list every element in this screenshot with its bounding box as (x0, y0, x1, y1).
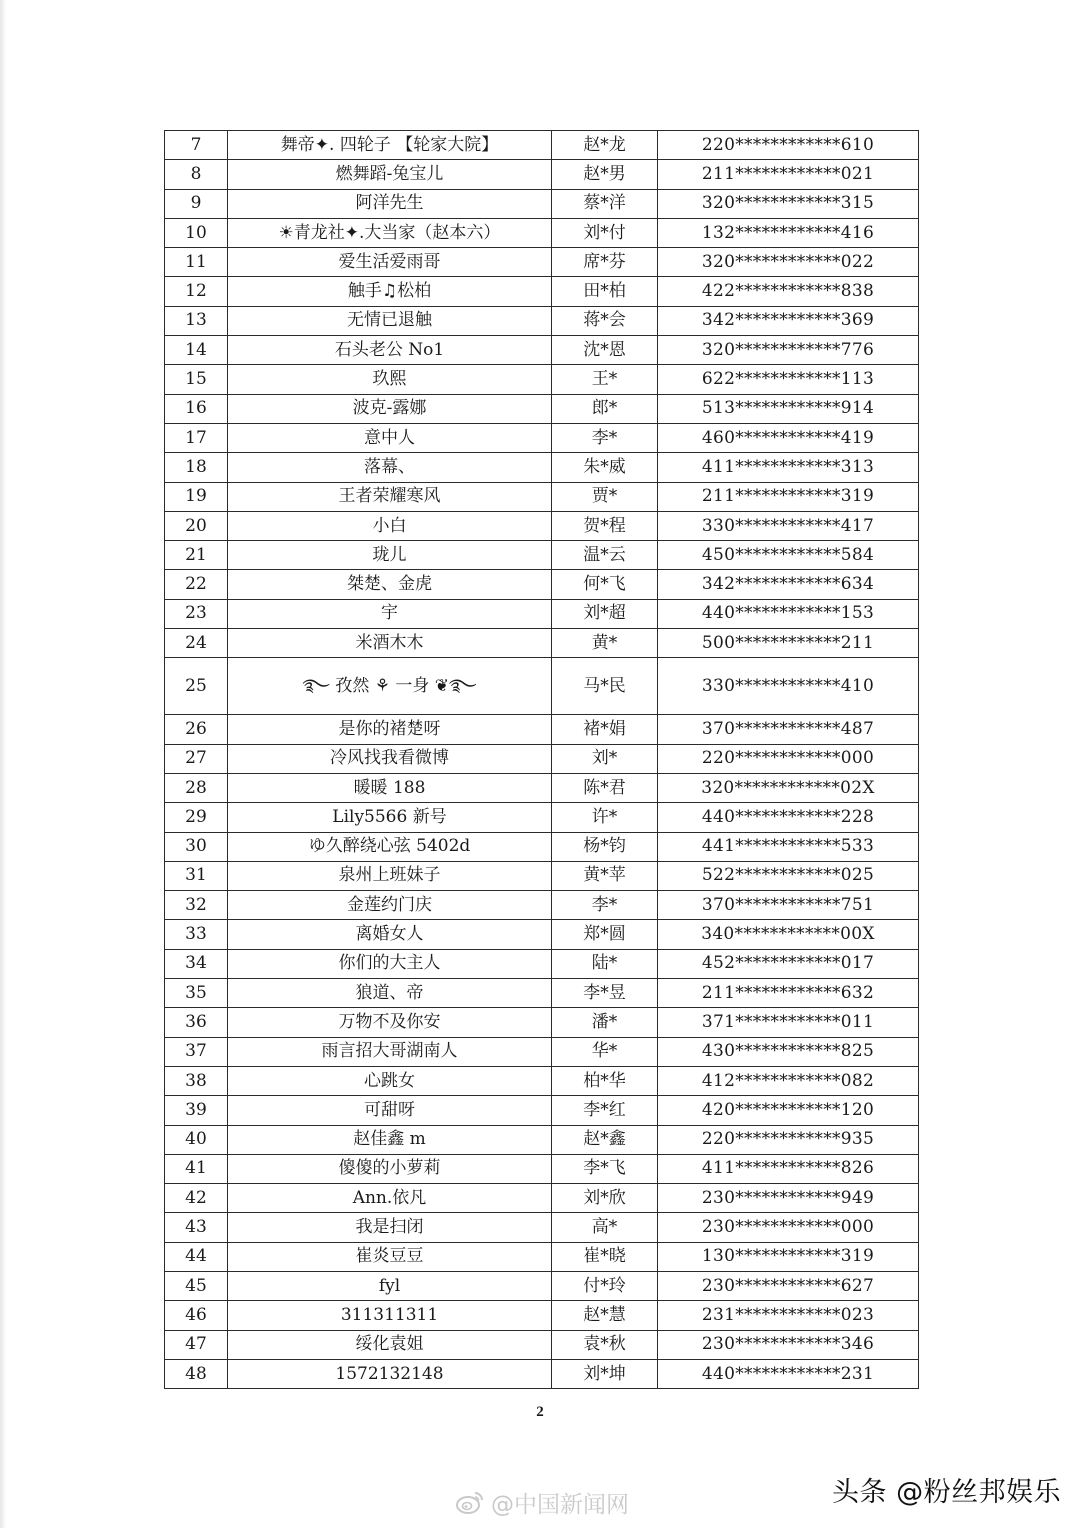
cell-name: 刘*坤 (552, 1359, 658, 1388)
cell-name: 赵*龙 (552, 131, 658, 160)
cell-name: 黄*苹 (552, 861, 658, 890)
table-row (165, 1359, 919, 1388)
cell-number: 45 (165, 1271, 228, 1300)
cell-name: 潘* (552, 1008, 658, 1037)
cell-number: 21 (165, 541, 228, 570)
cell-nickname: 离婚女人 (228, 920, 552, 949)
cell-id-number: 440************228 (658, 803, 919, 832)
cell-name: 蒋*会 (552, 306, 658, 335)
cell-number: 7 (165, 131, 228, 160)
cell-nickname: 落幕、 (228, 453, 552, 482)
cell-id-number: 371************011 (658, 1008, 919, 1037)
cell-name: 杨*钧 (552, 832, 658, 861)
table-row (165, 1271, 919, 1300)
cell-number: 30 (165, 832, 228, 861)
cell-number: 27 (165, 744, 228, 773)
cell-name: 温*云 (552, 541, 658, 570)
watermark-author: 头条 @粉丝邦娱乐 (832, 1477, 1062, 1508)
cell-nickname: 金莲约门庆 (228, 891, 552, 920)
cell-id-number: 220************610 (658, 131, 919, 160)
cell-nickname: Ann.依凡 (228, 1184, 552, 1213)
cell-number: 44 (165, 1242, 228, 1271)
table-row (165, 511, 919, 540)
cell-number: 38 (165, 1066, 228, 1095)
table-row (165, 248, 919, 277)
cell-id-number: 320************02X (658, 773, 919, 802)
table-row (165, 160, 919, 189)
cell-nickname: 玖熙 (228, 365, 552, 394)
cell-nickname: 是你的褚楚呀 (228, 715, 552, 744)
table-row (165, 1213, 919, 1242)
cell-id-number: 330************410 (658, 658, 919, 715)
cell-name: 贺*程 (552, 511, 658, 540)
cell-id-number: 320************022 (658, 248, 919, 277)
table-row (165, 1037, 919, 1066)
page-edge-shadow (0, 0, 6, 1528)
cell-nickname: 阿洋先生 (228, 189, 552, 218)
cell-id-number: 230************627 (658, 1271, 919, 1300)
cell-name: 王* (552, 365, 658, 394)
cell-nickname: 暖暖 188 (228, 773, 552, 802)
table-row (165, 453, 919, 482)
cell-name: 李*昱 (552, 979, 658, 1008)
cell-id-number: 420************120 (658, 1096, 919, 1125)
cell-id-number: 130************319 (658, 1242, 919, 1271)
cell-name: 刘*超 (552, 599, 658, 628)
cell-id-number: 230************000 (658, 1213, 919, 1242)
cell-nickname: 赵佳鑫 m (228, 1125, 552, 1154)
cell-id-number: 370************487 (658, 715, 919, 744)
cell-id-number: 230************949 (658, 1184, 919, 1213)
watermark-source (455, 1486, 629, 1518)
cell-id-number: 513************914 (658, 394, 919, 423)
table-row (165, 1242, 919, 1271)
cell-number: 47 (165, 1330, 228, 1359)
cell-nickname: 傻傻的小萝莉 (228, 1154, 552, 1183)
cell-id-number: 460************419 (658, 423, 919, 452)
cell-nickname: 宇 (228, 599, 552, 628)
cell-name: 崔*晓 (552, 1242, 658, 1271)
cell-number: 31 (165, 861, 228, 890)
cell-nickname: 雨言招大哥湖南人 (228, 1037, 552, 1066)
cell-nickname: 王者荣耀寒风 (228, 482, 552, 511)
table-row (165, 423, 919, 452)
table-row (165, 773, 919, 802)
cell-nickname: ☀青龙社✦.大当家（赵本六） (228, 218, 552, 247)
cell-number: 22 (165, 570, 228, 599)
cell-number: 32 (165, 891, 228, 920)
table-row (165, 1330, 919, 1359)
table-row (165, 306, 919, 335)
table-row (165, 744, 919, 773)
table-row (165, 541, 919, 570)
cell-number: 35 (165, 979, 228, 1008)
cell-id-number: 440************231 (658, 1359, 919, 1388)
cell-id-number: 450************584 (658, 541, 919, 570)
cell-nickname: 1572132148 (228, 1359, 552, 1388)
cell-name: 席*芬 (552, 248, 658, 277)
table-row (165, 629, 919, 658)
cell-nickname: 冷风找我看微博 (228, 744, 552, 773)
cell-number: 9 (165, 189, 228, 218)
cell-nickname: 珑儿 (228, 541, 552, 570)
cell-name: 郎* (552, 394, 658, 423)
cell-id-number: 622************113 (658, 365, 919, 394)
table-row (165, 482, 919, 511)
table-row (165, 365, 919, 394)
cell-id-number: 342************369 (658, 306, 919, 335)
cell-id-number: 211************319 (658, 482, 919, 511)
cell-id-number: 220************935 (658, 1125, 919, 1154)
cell-number: 12 (165, 277, 228, 306)
cell-number: 33 (165, 920, 228, 949)
cell-nickname: ࿐ 孜然 ⚘ 一身 ❦࿐ (228, 658, 552, 715)
cell-name: 陆* (552, 949, 658, 978)
cell-nickname: 小白 (228, 511, 552, 540)
cell-number: 19 (165, 482, 228, 511)
table-row (165, 570, 919, 599)
cell-number: 23 (165, 599, 228, 628)
cell-number: 46 (165, 1301, 228, 1330)
cell-nickname: 舞帝✦. 四轮子 【轮家大院】 (228, 131, 552, 160)
roster-table (164, 130, 919, 1389)
cell-id-number: 370************751 (658, 891, 919, 920)
cell-name: 褚*娟 (552, 715, 658, 744)
cell-nickname: 意中人 (228, 423, 552, 452)
cell-nickname: 燃舞蹈-兔宝儿 (228, 160, 552, 189)
table-row (165, 1066, 919, 1095)
cell-name: 李*飞 (552, 1154, 658, 1183)
cell-name: 付*玲 (552, 1271, 658, 1300)
cell-nickname: 爱生活爱雨哥 (228, 248, 552, 277)
table-row (165, 1184, 919, 1213)
cell-nickname: 你们的大主人 (228, 949, 552, 978)
cell-number: 14 (165, 336, 228, 365)
cell-name: 柏*华 (552, 1066, 658, 1095)
table-row (165, 920, 919, 949)
cell-nickname: 桀楚、金虎 (228, 570, 552, 599)
cell-number: 20 (165, 511, 228, 540)
cell-id-number: 132************416 (658, 218, 919, 247)
cell-name: 袁*秋 (552, 1330, 658, 1359)
cell-name: 沈*恩 (552, 336, 658, 365)
cell-name: 赵*鑫 (552, 1125, 658, 1154)
table-row (165, 218, 919, 247)
cell-id-number: 320************315 (658, 189, 919, 218)
cell-name: 陈*君 (552, 773, 658, 802)
cell-nickname: 狼道、帝 (228, 979, 552, 1008)
cell-name: 李*红 (552, 1096, 658, 1125)
table-row (165, 189, 919, 218)
cell-number: 10 (165, 218, 228, 247)
cell-name: 刘*欣 (552, 1184, 658, 1213)
cell-name: 许* (552, 803, 658, 832)
cell-number: 42 (165, 1184, 228, 1213)
cell-number: 15 (165, 365, 228, 394)
cell-id-number: 522************025 (658, 861, 919, 890)
table-row (165, 949, 919, 978)
table-row (165, 599, 919, 628)
table-row (165, 715, 919, 744)
table-row (165, 1096, 919, 1125)
cell-nickname: 无情已退触 (228, 306, 552, 335)
cell-nickname: 触手♫松柏 (228, 277, 552, 306)
table-row (165, 832, 919, 861)
cell-number: 18 (165, 453, 228, 482)
cell-id-number: 211************632 (658, 979, 919, 1008)
cell-name: 田*柏 (552, 277, 658, 306)
cell-name: 贾* (552, 482, 658, 511)
table-row (165, 891, 919, 920)
cell-number: 40 (165, 1125, 228, 1154)
cell-number: 39 (165, 1096, 228, 1125)
cell-id-number: 320************776 (658, 336, 919, 365)
table-row (165, 336, 919, 365)
cell-number: 17 (165, 423, 228, 452)
cell-nickname: 崔炎豆豆 (228, 1242, 552, 1271)
cell-id-number: 412************082 (658, 1066, 919, 1095)
cell-number: 48 (165, 1359, 228, 1388)
cell-id-number: 422************838 (658, 277, 919, 306)
cell-nickname: 311311311 (228, 1301, 552, 1330)
cell-name: 朱*威 (552, 453, 658, 482)
roster-table-body (165, 131, 919, 1389)
cell-nickname: 石头老公 No1 (228, 336, 552, 365)
cell-id-number: 441************533 (658, 832, 919, 861)
cell-id-number: 230************346 (658, 1330, 919, 1359)
table-row (165, 861, 919, 890)
cell-number: 43 (165, 1213, 228, 1242)
table-row (165, 658, 919, 715)
table-row (165, 131, 919, 160)
cell-id-number: 430************825 (658, 1037, 919, 1066)
cell-number: 24 (165, 629, 228, 658)
cell-name: 刘* (552, 744, 658, 773)
cell-number: 8 (165, 160, 228, 189)
cell-name: 刘*付 (552, 218, 658, 247)
table-row (165, 1008, 919, 1037)
cell-number: 11 (165, 248, 228, 277)
cell-nickname: 心跳女 (228, 1066, 552, 1095)
cell-id-number: 340************00X (658, 920, 919, 949)
cell-name: 郑*圆 (552, 920, 658, 949)
cell-name: 何*飞 (552, 570, 658, 599)
cell-name: 蔡*洋 (552, 189, 658, 218)
cell-id-number: 440************153 (658, 599, 919, 628)
page-number: 2 (536, 1404, 544, 1420)
table-row (165, 1301, 919, 1330)
cell-number: 34 (165, 949, 228, 978)
cell-number: 29 (165, 803, 228, 832)
table-row (165, 803, 919, 832)
cell-name: 马*民 (552, 658, 658, 715)
cell-number: 25 (165, 658, 228, 715)
cell-name: 黄* (552, 629, 658, 658)
cell-id-number: 500************211 (658, 629, 919, 658)
cell-id-number: 330************417 (658, 511, 919, 540)
cell-id-number: 411************313 (658, 453, 919, 482)
table-row (165, 277, 919, 306)
cell-name: 李* (552, 891, 658, 920)
watermark-source-text: @中国新闻网 (491, 1491, 629, 1518)
cell-nickname: Lily5566 新号 (228, 803, 552, 832)
cell-number: 37 (165, 1037, 228, 1066)
cell-name: 高* (552, 1213, 658, 1242)
cell-nickname: 波克-露娜 (228, 394, 552, 423)
cell-name: 李* (552, 423, 658, 452)
cell-number: 26 (165, 715, 228, 744)
cell-nickname: fyl (228, 1271, 552, 1300)
cell-id-number: 342************634 (658, 570, 919, 599)
cell-number: 36 (165, 1008, 228, 1037)
cell-nickname: 泉州上班妹子 (228, 861, 552, 890)
table-row (165, 979, 919, 1008)
table-row (165, 1125, 919, 1154)
cell-number: 13 (165, 306, 228, 335)
weibo-icon (455, 1489, 485, 1515)
cell-number: 16 (165, 394, 228, 423)
cell-id-number: 231************023 (658, 1301, 919, 1330)
table-row (165, 1154, 919, 1183)
cell-id-number: 411************826 (658, 1154, 919, 1183)
cell-number: 28 (165, 773, 228, 802)
cell-nickname: 绥化袁姐 (228, 1330, 552, 1359)
cell-nickname: 米酒木木 (228, 629, 552, 658)
cell-name: 赵*慧 (552, 1301, 658, 1330)
cell-id-number: 211************021 (658, 160, 919, 189)
cell-number: 41 (165, 1154, 228, 1183)
cell-name: 赵*男 (552, 160, 658, 189)
cell-nickname: 我是扫闭 (228, 1213, 552, 1242)
cell-nickname: 可甜呀 (228, 1096, 552, 1125)
table-row (165, 394, 919, 423)
cell-nickname: 万物不及你安 (228, 1008, 552, 1037)
cell-name: 华* (552, 1037, 658, 1066)
cell-nickname: ゆ久醉绕心弦 5402d (228, 832, 552, 861)
cell-id-number: 220************000 (658, 744, 919, 773)
cell-id-number: 452************017 (658, 949, 919, 978)
